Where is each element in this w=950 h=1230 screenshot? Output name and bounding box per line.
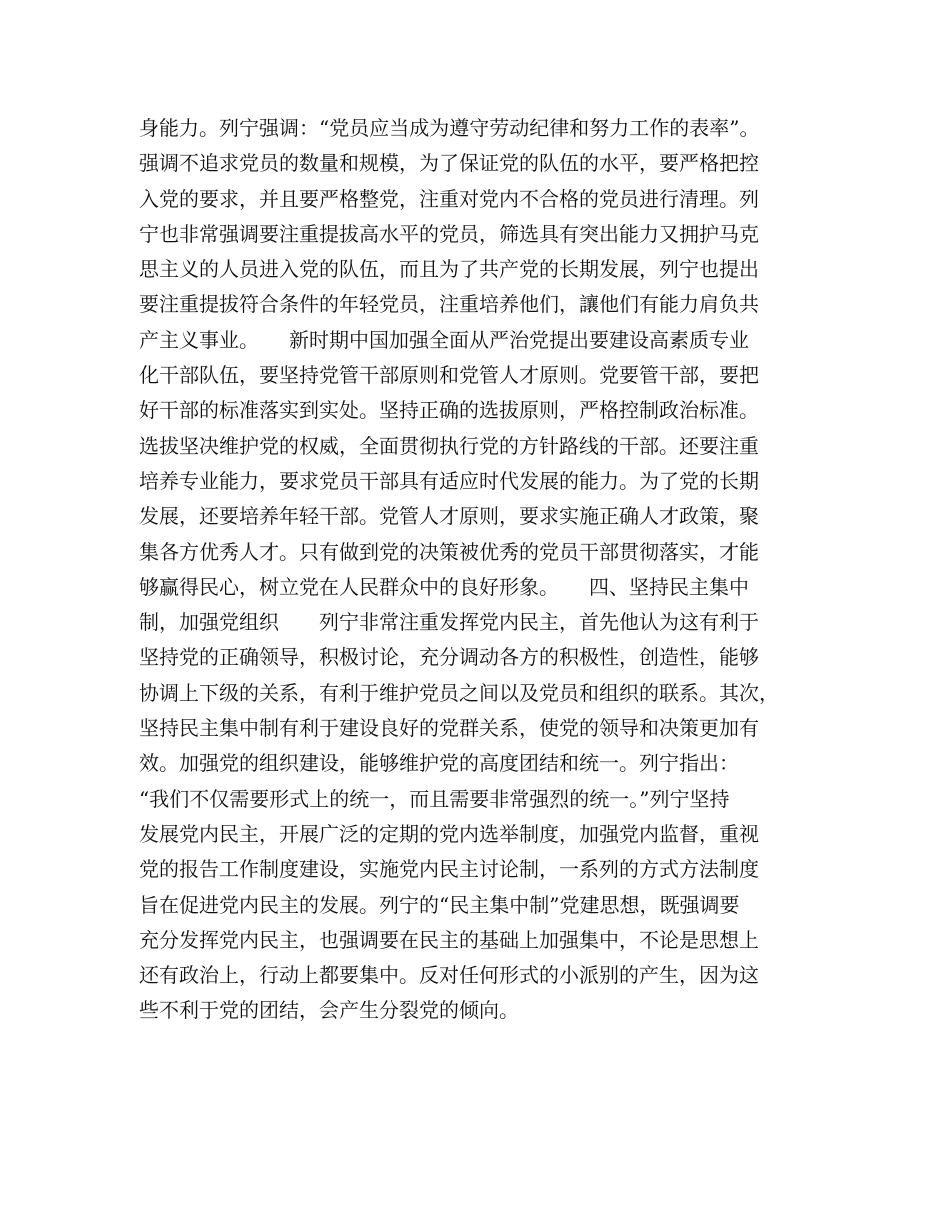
text-line: 协调上下级的关系，有利于维护党员之间以及党员和组织的联系。其次， — [139, 680, 779, 705]
text-line: 些不利于党的团结，会产生分裂党的倾向。 — [139, 998, 519, 1023]
text-line: 发展党内民主，开展广泛的定期的党内选举制度，加强党内监督，重视 — [139, 821, 759, 846]
text-line: 强调不追求党员的数量和规模，为了保证党的队伍的水平，要严格把控 — [139, 151, 759, 176]
text-line: 坚持民主集中制有利于建设良好的党群关系，使党的领导和决策更加有 — [139, 716, 759, 741]
text-line: “我们不仅需要形式上的统一，而且需要非常强烈的统一。”列宁坚持 — [139, 786, 730, 811]
text-line: 培养专业能力，要求党员干部具有适应时代发展的能力。为了党的长期 — [139, 468, 759, 493]
text-line: 还有政治上，行动上都要集中。反对任何形式的小派别的产生，因为这 — [139, 963, 759, 988]
text-line: 化干部队伍，要坚持党管干部原则和党管人才原则。党要管干部，要把 — [139, 363, 759, 388]
text-line: 充分发挥党内民主，也强调要在民主的基础上加强集中，不论是思想上 — [139, 927, 759, 952]
text-line: 好干部的标准落实到实处。坚持正确的选拔原则，严格控制政治标准。 — [139, 398, 759, 423]
body-text — [139, 111, 839, 1029]
text-line: 入党的要求，并且要严格整党，注重对党内不合格的党员进行清理。列 — [139, 186, 759, 211]
text-line: 够赢得民心，树立党在人民群众中的良好形象。 四、坚持民主集中 — [139, 574, 749, 599]
text-line: 集各方优秀人才。只有做到党的决策被优秀的党员干部贯彻落实，才能 — [139, 539, 759, 564]
text-line: 选拔坚决维护党的权威，全面贯彻执行党的方针路线的干部。还要注重 — [139, 433, 759, 458]
text-line: 思主义的人员进入党的队伍，而且为了共产党的长期发展，列宁也提出 — [139, 257, 759, 282]
text-line: 旨在促进党内民主的发展。列宁的“民主集中制”党建思想，既强调要 — [139, 892, 740, 917]
text-line: 制，加强党组织 列宁非常注重发挥党内民主，首先他认为这有利于 — [139, 610, 759, 635]
text-line: 宁也非常强调要注重提拔高水平的党员，筛选具有突出能力又拥护马克 — [139, 221, 759, 246]
text-line: 发展，还要培养年轻干部。党管人才原则，要求实施正确人才政策，聚 — [139, 504, 759, 529]
text-line: 身能力。列宁强调：“党员应当成为遵守劳动纪律和努力工作的表率”。 — [139, 116, 760, 140]
text-line: 党的报告工作制度建设，实施党内民主讨论制，一系列的方式方法制度 — [139, 857, 759, 882]
text-line: 要注重提拔符合条件的年轻党员，注重培养他们，讓他们有能力肩负共 — [139, 292, 759, 317]
text-line: 坚持党的正确领导，积极讨论，充分调动各方的积极性，创造性，能够 — [139, 645, 759, 670]
text-line: 产主义事业。 新时期中国加强全面从严治党提出要建设高素质专业 — [139, 327, 749, 352]
text-line: 效。加强党的组织建设，能够维护党的高度团结和统一。列宁指出： — [139, 751, 739, 776]
